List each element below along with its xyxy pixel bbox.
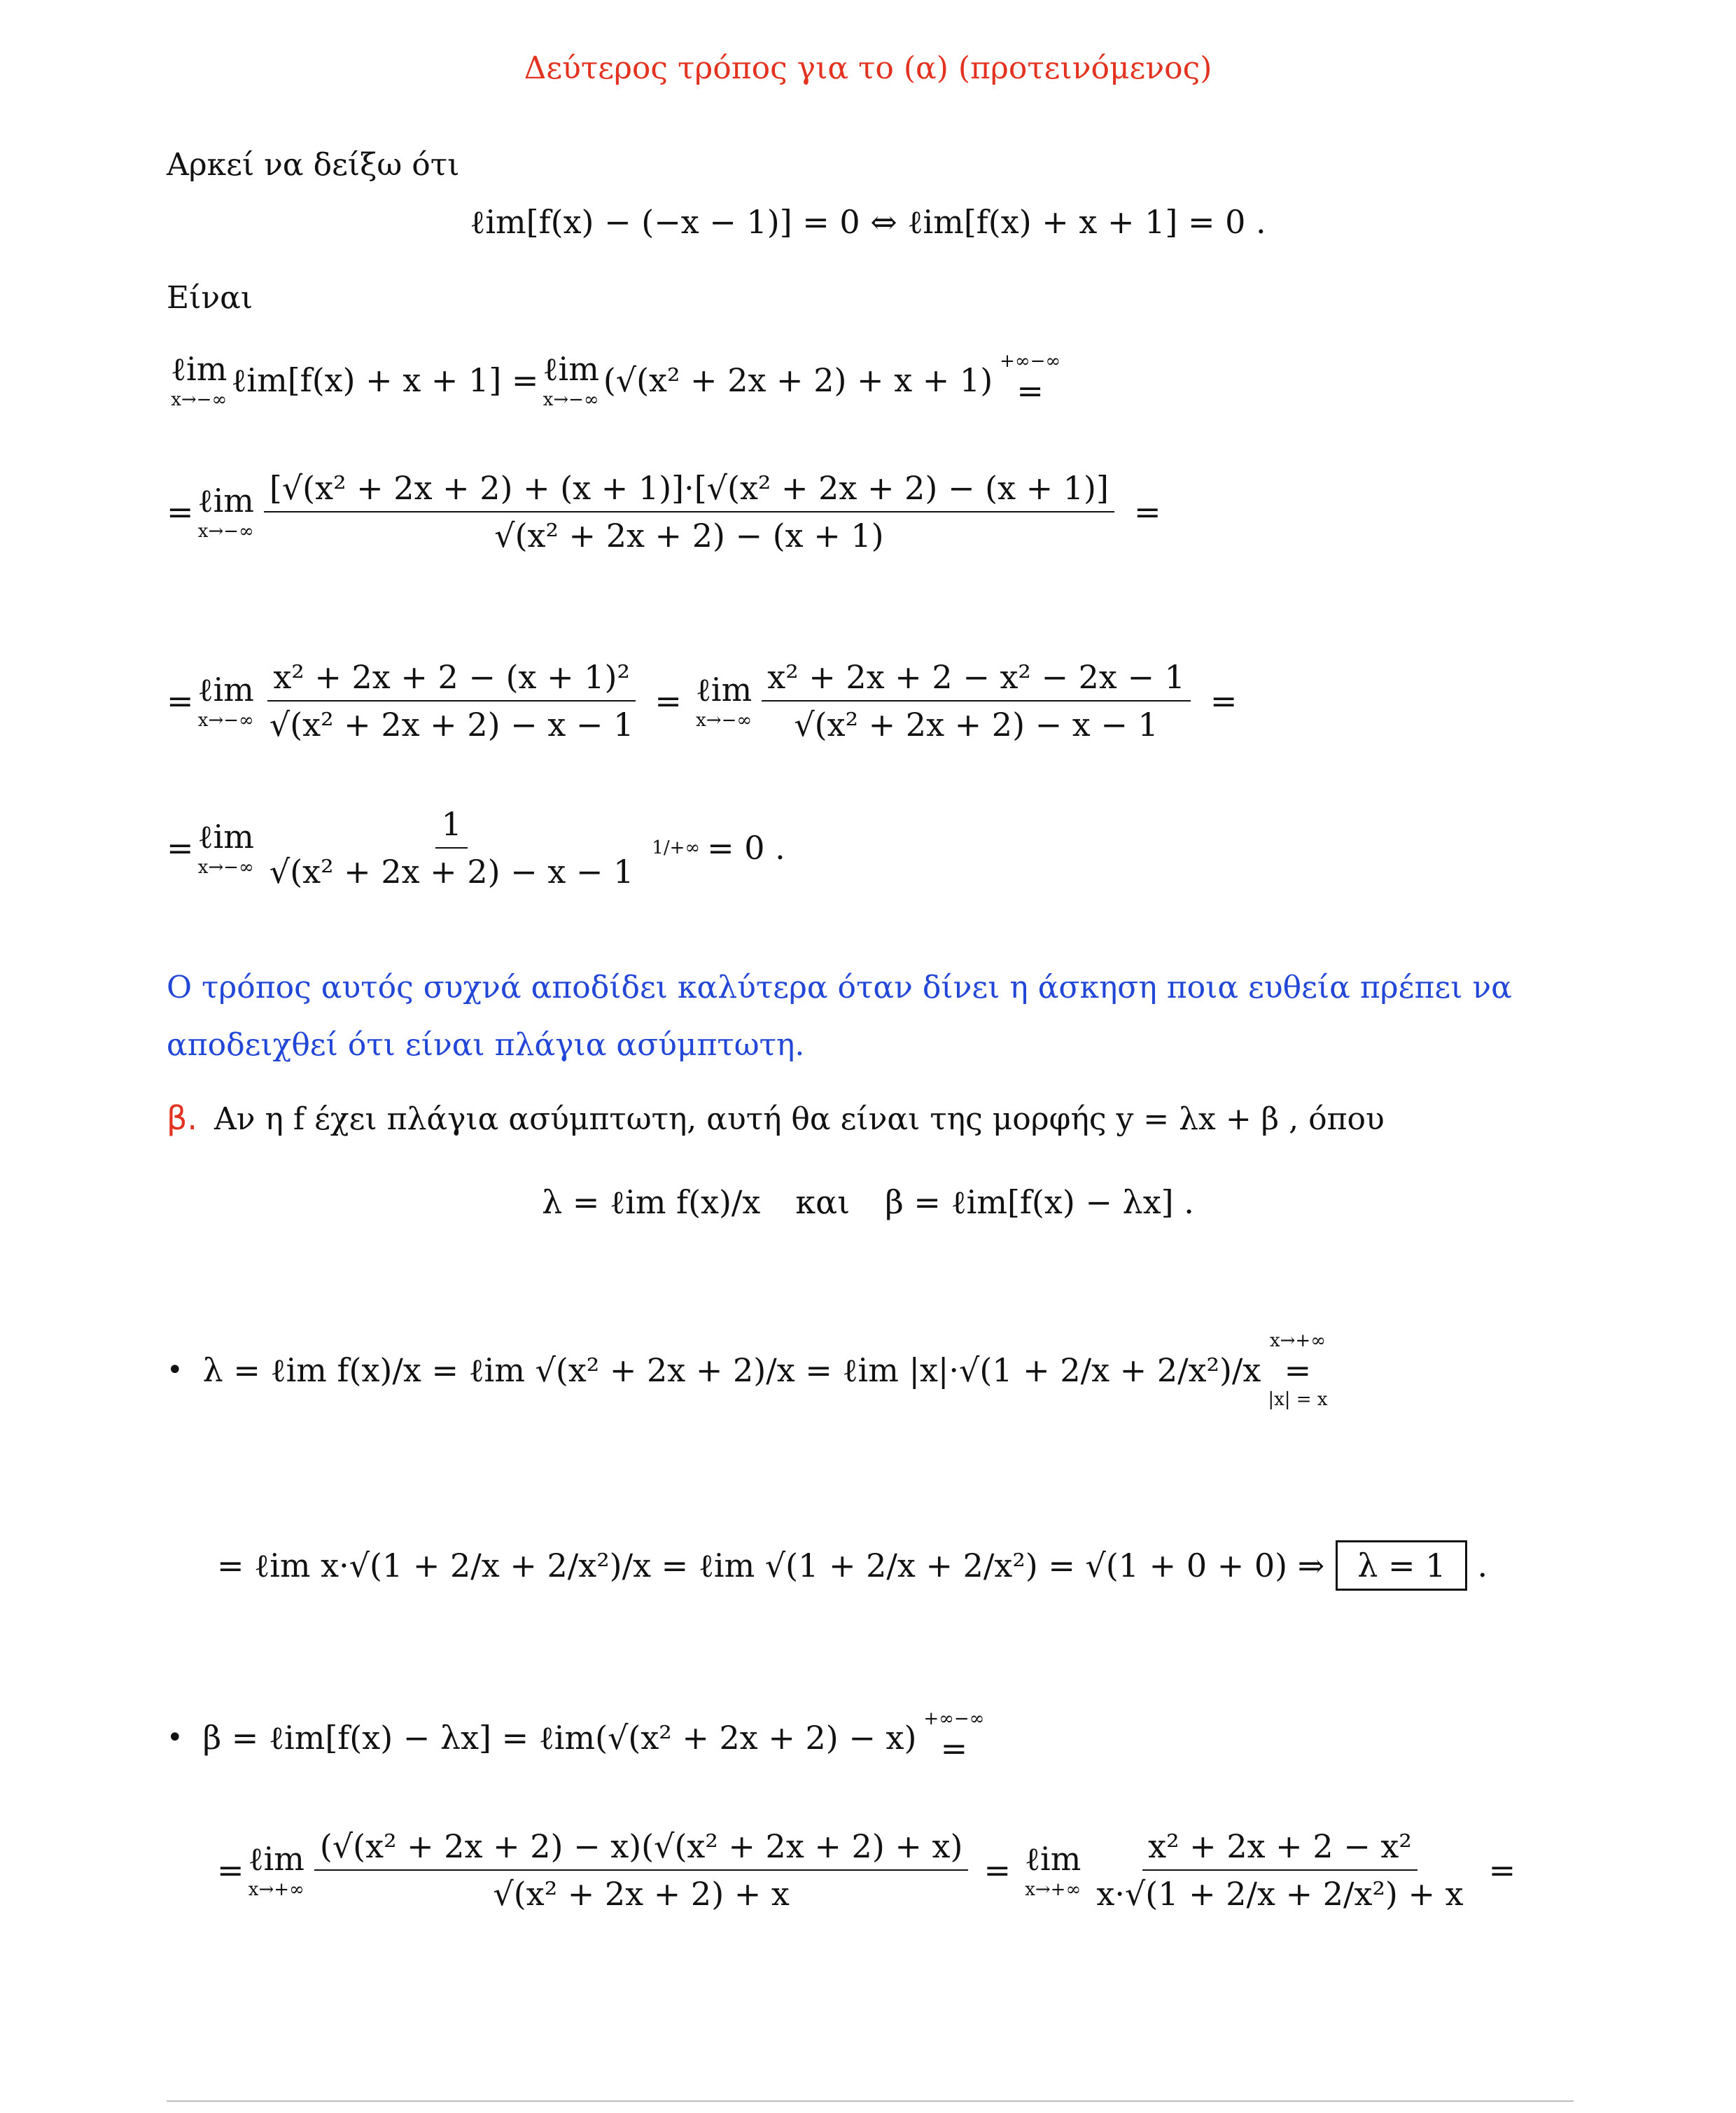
- lim-sub: x→−∞: [197, 710, 254, 731]
- equation-2: [167, 350, 1068, 410]
- fraction: [762, 658, 1191, 744]
- fraction-numerator: x² + 2x + 2 − (x + 1)²: [267, 658, 636, 702]
- lim-sub: x→−∞: [171, 389, 227, 410]
- limit-operator: [171, 350, 227, 410]
- fraction: [264, 469, 1114, 555]
- limit-operator: [1025, 1840, 1081, 1900]
- beta-definition: β = ℓim[f(x) − λx] .: [885, 1183, 1194, 1221]
- lim-word: ℓim: [197, 671, 254, 709]
- lambda-eq-1: [167, 1330, 1335, 1410]
- blue-note: Ο τρόπος αυτός συχνά αποδίδει καλύτερα όταν δίνει η άσκηση ποια ευθεία πρέπει να αποδειχθεί ότι είναι πλάγια ασύμπτωτη.: [167, 970, 1512, 1063]
- fraction: [264, 658, 639, 744]
- fraction: [1091, 1827, 1469, 1913]
- fraction-numerator: x² + 2x + 2 − x²: [1142, 1827, 1418, 1871]
- limit-operator: [248, 1840, 304, 1900]
- beta-eq-1-text: β = ℓim[f(x) − λx] = ℓim(√(x² + 2x + 2) − x): [202, 1719, 917, 1757]
- fraction-numerator: 1: [435, 805, 467, 849]
- limit-operator: [198, 671, 254, 731]
- limit-operator: [198, 482, 254, 542]
- limit-operator: [542, 350, 598, 410]
- annotation-text: +∞−∞: [1000, 351, 1061, 372]
- fraction-numerator: x² + 2x + 2 − x² − 2x − 1: [762, 658, 1191, 702]
- lim-word: ℓim: [248, 1840, 304, 1878]
- beta-heading: [167, 1099, 1385, 1137]
- beta-eq-1: [167, 1708, 991, 1767]
- fraction: [264, 805, 639, 891]
- kai-word: και: [795, 1183, 850, 1221]
- beta-label: β.: [167, 1099, 197, 1137]
- lim-word: ℓim: [695, 671, 752, 709]
- equation-2-left: ℓim[f(x) + x + 1] =: [231, 361, 539, 399]
- lim-word: ℓim: [171, 350, 227, 388]
- lim-sub: x→+∞: [248, 1879, 304, 1900]
- einai-text: Είναι: [167, 280, 253, 316]
- fraction-denominator: √(x² + 2x + 2) − x − 1: [269, 706, 634, 744]
- annotation-one-over-inf: [652, 837, 700, 858]
- lim-sub: x→+∞: [1025, 1879, 1082, 1900]
- equation-3: = ℓim x→−∞ $\frac{\text{[√(x² + 2x + 2) + (x + 1)]·[√(x² + 2x + 2) − (x + 1)]}}{\text{√(x² + 2x + 2) − (x + 1)}}$ =: [167, 469, 1161, 555]
- beta-eq-2: = ℓim x→+∞ $\frac{\text{(√(x² + 2x + 2) − x)(√(x² + 2x + 2) + x)}}{\text{√(x² + 2x + 2) + x}}$ = ℓim x→+∞ $\frac{\text{x² + 2x + 2 − x²}}{\text{x·√(1 + 2/x + 2/x²) + x}}$ =: [217, 1827, 1516, 1913]
- intro-text: Αρκεί να δείξω ότι: [167, 147, 460, 183]
- equation-1-text: ℓim[f(x) − (−x − 1)] = 0 ⇔ ℓim[f(x) + x + 1] = 0 .: [470, 203, 1266, 241]
- limit-operator: [198, 818, 254, 878]
- annotation-text: x→+∞: [1269, 1330, 1326, 1351]
- lim-word: ℓim: [542, 350, 599, 388]
- bullet: •: [167, 1722, 183, 1754]
- fraction-numerator: [√(x² + 2x + 2) + (x + 1)]·[√(x² + 2x + 2) − (x + 1)]: [264, 469, 1114, 512]
- equation-2-mid: (√(x² + 2x + 2) + x + 1): [603, 361, 993, 399]
- equation-5: = ℓim x→−∞ $\frac{1}{\text{√(x² + 2x + 2) − x − 1}}$ 1/+∞ = 0 .: [167, 805, 785, 891]
- lim-word: ℓim: [197, 482, 254, 519]
- lim-word: ℓim: [197, 818, 254, 856]
- fraction-denominator: √(x² + 2x + 2) + x: [493, 1875, 790, 1913]
- lambda-definition: λ = ℓim f(x)/x: [542, 1183, 761, 1221]
- fraction: [314, 1827, 969, 1913]
- annotation-inf-minus-inf: +∞−∞ =: [1000, 351, 1061, 410]
- annotation-inf-minus-inf: +∞−∞ =: [923, 1708, 985, 1767]
- equation-5-result: = 0 .: [707, 829, 785, 867]
- fraction-denominator: x·√(1 + 2/x + 2/x²) + x: [1096, 1875, 1464, 1913]
- lambda-eq-2-text: = ℓim x·√(1 + 2/x + 2/x²)/x = ℓim √(1 + 2/x + 2/x²) = √(1 + 0 + 0) ⇒: [217, 1547, 1325, 1584]
- lambda-eq-2: = ℓim x·√(1 + 2/x + 2/x²)/x = ℓim √(1 + 2/x + 2/x²) = √(1 + 0 + 0) ⇒ λ = 1 .: [217, 1540, 1488, 1591]
- lim-word: ℓim: [1025, 1840, 1082, 1878]
- footer-divider: [167, 2100, 1574, 2102]
- lambda-result-box: λ = 1: [1336, 1540, 1467, 1591]
- fraction-numerator: (√(x² + 2x + 2) − x)(√(x² + 2x + 2) + x): [314, 1827, 969, 1871]
- lim-sub: x→−∞: [197, 521, 254, 542]
- lim-sub: x→−∞: [542, 389, 599, 410]
- beta-text: Αν η f έχει πλάγια ασύμπτωτη, αυτή θα είναι της μορφής y = λx + β , όπου: [214, 1101, 1385, 1137]
- annotation-text: |x| = x: [1268, 1389, 1328, 1410]
- bullet: •: [167, 1354, 183, 1386]
- annotation-text: +∞−∞: [923, 1708, 985, 1729]
- page-title: Δεύτερος τρόπος για το (α) (προτεινόμενος): [524, 50, 1212, 86]
- lim-sub: x→−∞: [696, 710, 752, 731]
- annotation-text: 1/+∞: [652, 837, 701, 858]
- equation-4: = ℓim x→−∞ $\frac{\text{x² + 2x + 2 − (x + 1)²}}{\text{√(x² + 2x + 2) − x − 1}}$ = ℓim x→−∞ $\frac{\text{x² + 2x + 2 − x² − 2x − 1}}{\text{√(x² + 2x + 2) − x − 1}}$ =: [167, 658, 1238, 744]
- lim-sub: x→−∞: [197, 857, 254, 878]
- fraction-denominator: √(x² + 2x + 2) − x − 1: [269, 853, 634, 891]
- equation-1: [0, 203, 1736, 241]
- limit-operator: [696, 671, 752, 731]
- definitions: [0, 1183, 1736, 1221]
- annotation-condition: x→+∞ = |x| = x: [1268, 1330, 1328, 1410]
- lambda-eq-1-text: λ = ℓim f(x)/x = ℓim √(x² + 2x + 2)/x = ℓim |x|·√(1 + 2/x + 2/x²)/x: [202, 1351, 1261, 1389]
- fraction-denominator: √(x² + 2x + 2) − x − 1: [794, 706, 1158, 744]
- fraction-denominator: √(x² + 2x + 2) − (x + 1): [494, 517, 884, 555]
